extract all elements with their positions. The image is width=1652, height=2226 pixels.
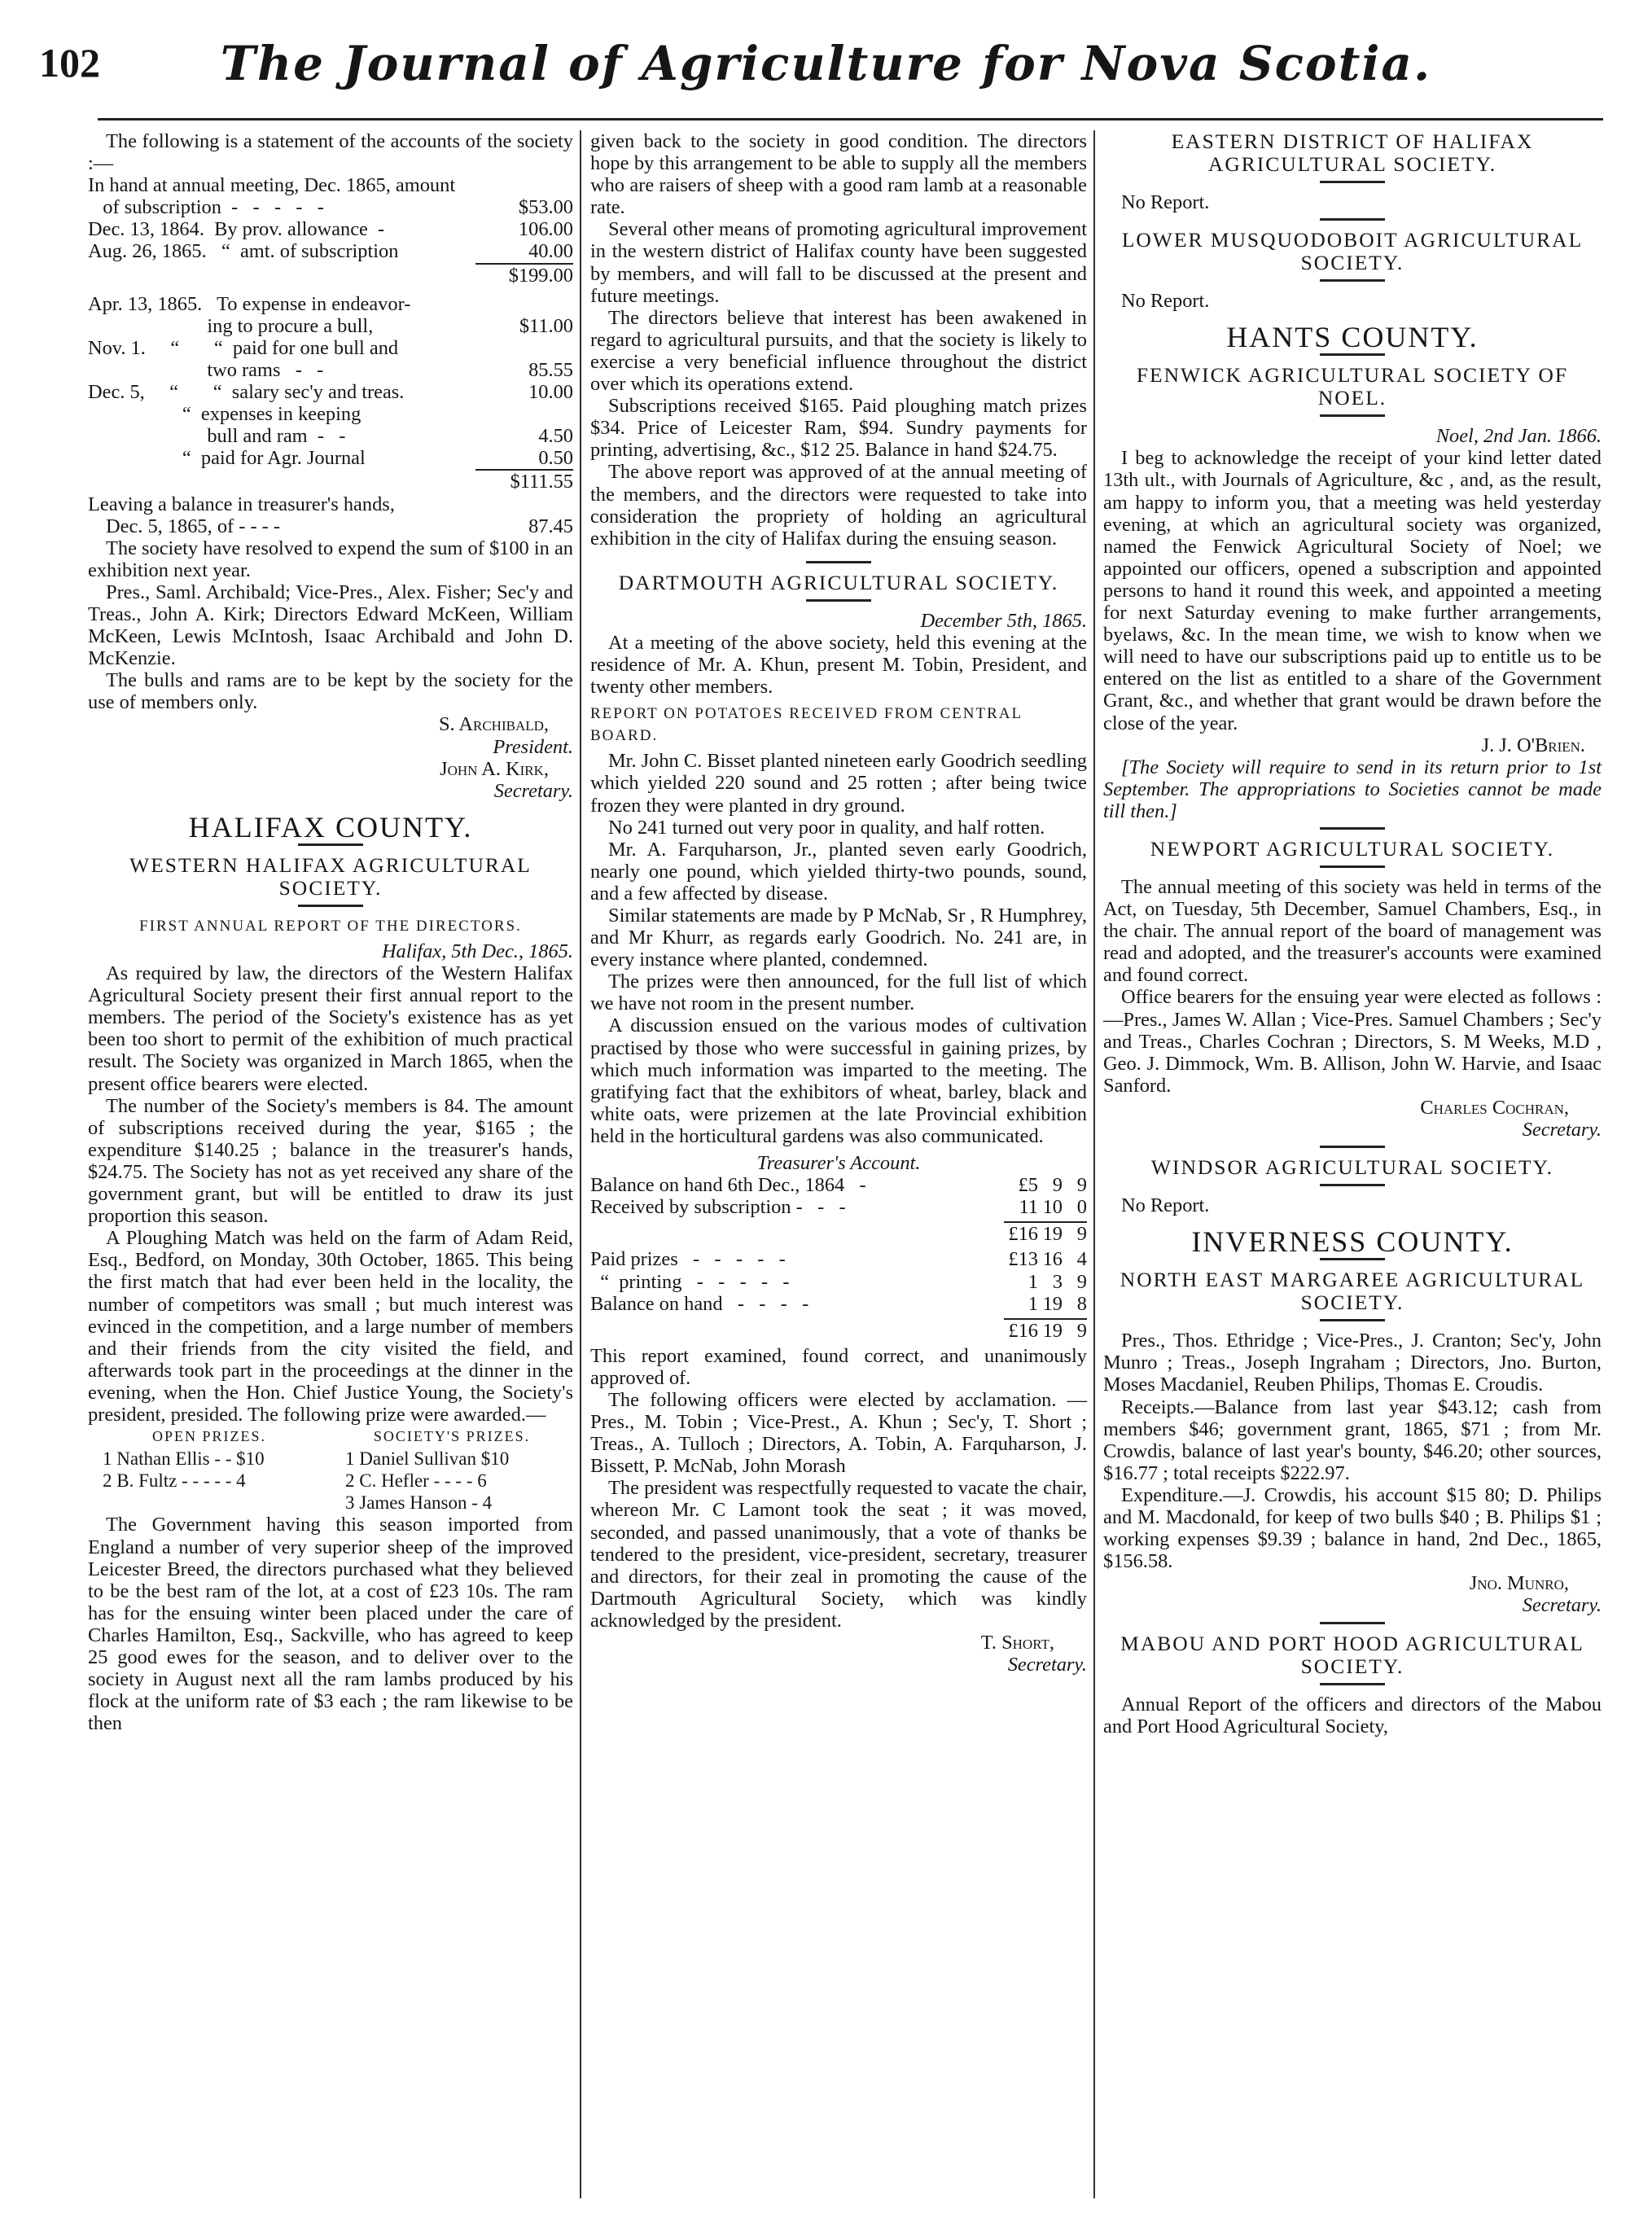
prize-entry: 1 Daniel Sullivan $10: [345, 1448, 510, 1470]
account-pounds: £13: [1008, 1248, 1038, 1271]
signature-title: Secretary.: [1522, 1594, 1602, 1617]
section-rule: [1320, 218, 1385, 221]
paragraph: The following officers were elected by acclamation. — Pres., M. Tobin ; Vice-Prest., A. Khun ; Sec'y, T. Short ; Treas., A. Tulloch ; Directors, A. Tobin, A. Farquharson, J. Bissett, P. McNab, John Morash: [590, 1388, 1087, 1478]
account-description: Balance on hand - - - -: [590, 1292, 809, 1315]
society-heading: LOWER MUSQUODOBOIT AGRICULTURAL SOCIETY.: [1121, 228, 1584, 275]
society-heading: EASTERN DISTRICT OF HALIFAX AGRICULTURAL SOCIETY.: [1171, 129, 1534, 176]
ledger-amount: 0.50: [538, 447, 573, 470]
paragraph: The Government having this season imported from England a number of very superior sheep of the improved Leicester Breed, the directors purchased what they believed to be the best ram of the lot, at a cost of £23 10s. The ram has for the ensuing winter been placed under the care of Charles Hamilton, Esq., Sackville, who has agreed to keep 25 good ewes for the season, and to deliver over to the society in August next all the ram lambs produced by his flock at the uniform rate of $3 each ; the ram likewise to be then: [88, 1514, 573, 1735]
page-number: 102: [39, 40, 100, 85]
column-divider-2: [1093, 130, 1095, 2198]
society-heading: FENWICK AGRICULTURAL SOCIETY OF NOEL.: [1136, 363, 1569, 410]
balance-date: Dec. 5, 1865, of - - - -: [106, 515, 281, 537]
ledger-amount: 106.00: [518, 218, 573, 241]
ledger-row: [88, 337, 573, 359]
account-shillings: 16: [1042, 1248, 1063, 1271]
account-pounds: £5: [1018, 1174, 1038, 1197]
section-rule: [806, 561, 871, 563]
signature-title: Secretary.: [1007, 1654, 1087, 1676]
account-pounds: 11: [1019, 1196, 1038, 1219]
column-2: [590, 130, 1087, 1676]
no-report: No Report.: [1121, 1194, 1210, 1217]
ledger-description: Apr. 13, 1865. To expense in endeavor-: [88, 292, 411, 315]
paragraph: Expenditure.—J. Crowdis, his account $15 80; D. Philips and M. Macdonald, for keep of two bulls $40 ; B. Philips $1 ; working expenses $9.39 ; balance in hand, 2nd Dec., 1865, $156.58.: [1103, 1483, 1602, 1573]
paragraph: Receipts.—Balance from last year $43.12; cash from members $46; government grant, 1865, $71 ; from Mr. Crowdis, balance of last year's bounty, $46.20; other sources, $16.77 ; total receipts $222.97.: [1103, 1396, 1602, 1484]
ledger-description: two rams - -: [88, 358, 324, 381]
account-pounds: £16: [1004, 1319, 1038, 1342]
section-rule: [1320, 1622, 1385, 1624]
section-rule: [1320, 827, 1385, 830]
treasurer-account-total: [590, 1318, 1087, 1342]
report-heading: REPORT ON POTATOES RECEIVED FROM CENTRAL BOARD.: [590, 705, 1023, 745]
section-rule: [1320, 865, 1385, 868]
receipts-total: $199.00: [475, 263, 573, 287]
ledger-row: [88, 359, 573, 381]
county-heading: INVERNESS COUNTY.: [1191, 1225, 1514, 1259]
account-pence: 4: [1076, 1248, 1087, 1271]
ledger-row: [88, 293, 573, 315]
paragraph: I beg to acknowledge the receipt of your kind letter dated 13th ult., with Journals of Agriculture, &c , and, as the result, am happy to inform you, that a meeting was held yesterday evening, at which an agricultural society was organized, named the Fenwick Agricultural Society of Noel; we appointed our officers, opened a subscription and appointed persons to hand it round this week, and appointed a meeting for next Saturday evening to make further arrangements, byelaws, &c. In the mean time, we wish to know when we will need to have our subscriptions paid up to entitle us to be entered on the list as entitled to a share of the Government Grant, &c., and whether that grant would be drawn before the close of the year.: [1103, 447, 1602, 734]
account-shillings: 19: [1038, 1222, 1063, 1245]
paragraph: Annual Report of the officers and directors of the Mabou and Port Hood Agricultural Society,: [1103, 1693, 1602, 1737]
resolution-text: The society have resolved to expend the sum of $100 in an exhibition next year.: [88, 537, 573, 581]
paragraph: The directors believe that interest has been awakened in regard to agricultural pursuits, and that the society is likely to exercise a very beneficial influence throughout the district over which its operations extend.: [590, 306, 1087, 396]
ledger-amount: 10.00: [528, 381, 573, 404]
section-rule: [806, 599, 871, 602]
officers-text: Pres., Saml. Archibald; Vice-Pres., Alex. Fisher; Sec'y and Treas., John A. Kirk; Directors Edward McKeen, William McKeen, Lewis McIntosh, Isaac Archibald and John D. McKenzie.: [88, 581, 573, 670]
prize-row: [88, 1448, 573, 1470]
ledger-description: “ expenses in keeping: [88, 403, 362, 426]
expenses-total: $111.55: [475, 469, 573, 493]
account-description: “ printing - - - - -: [590, 1270, 790, 1293]
ledger-amount: $53.00: [518, 196, 573, 219]
account-row: [590, 1271, 1087, 1293]
ledger-description: Dec. 5, “ “ salary sec'y and treas.: [88, 381, 405, 404]
paragraph: No 241 turned out very poor in quality, and half rotten.: [608, 816, 1045, 839]
section-rule: [298, 844, 363, 846]
account-pence: 9: [1076, 1270, 1087, 1293]
account-pence: 9: [1063, 1319, 1087, 1342]
paragraph: Pres., Thos. Ethridge ; Vice-Pres., J. Cranton; Sec'y, John Munro ; Treas., Joseph Ingraham ; Directors, Jno. Burton, Moses Macdaniel, Reuben Philips, Thomas E. Croudis.: [1103, 1330, 1602, 1396]
society-heading: WINDSOR AGRICULTURAL SOCIETY.: [1150, 1155, 1554, 1180]
ledger-amount: [492, 337, 573, 359]
column-1: [88, 130, 573, 1734]
account-pounds: 1: [1028, 1292, 1038, 1315]
section-rule: [1320, 1146, 1385, 1148]
column-divider-1: [580, 130, 581, 2198]
section-rule: [1320, 181, 1385, 183]
ledger-description: bull and ram - -: [88, 425, 346, 448]
account-pence: 9: [1063, 1222, 1087, 1245]
ledger-description: of subscription - - - - -: [88, 196, 324, 219]
paragraph: The prizes were then announced, for the full list of which we have not room in the present number.: [590, 971, 1087, 1015]
accounts-intro: The following is a statement of the accounts of the society :—: [88, 130, 573, 175]
receipts-ledger: [88, 174, 573, 262]
account-row: [590, 1196, 1087, 1218]
account-row: [590, 1293, 1087, 1315]
prize-entry: [88, 1492, 331, 1514]
dateline: Noel, 2nd Jan. 1866.: [1435, 425, 1602, 448]
prize-entry: 2 B. Fultz - - - - - 4: [103, 1470, 246, 1492]
ledger-description: Nov. 1. “ “ paid for one bull and: [88, 336, 399, 359]
account-shillings: 9: [1052, 1174, 1063, 1197]
ledger-amount: 85.55: [528, 358, 573, 381]
ledger-description: “ paid for Agr. Journal: [88, 447, 366, 470]
ledger-row: [88, 315, 573, 337]
prize-column-header: OPEN PRIZES.: [151, 1428, 266, 1445]
signature-name: John A. Kirk,: [440, 757, 549, 780]
account-pounds: £16: [1004, 1222, 1038, 1245]
paragraph: Subscriptions received $165. Paid ploughing match prizes $34. Price of Leicester Ram, $94. Sundry payments for printing, advertising, &c., $12 25. Balance in hand $24.75.: [590, 395, 1087, 462]
paragraph: given back to the society in good condition. The directors hope by this arrangement to be able to supply all the members who are raisers of sheep with a good ram lamb at a reasonable rate.: [590, 130, 1087, 219]
ledger-row: [88, 425, 573, 447]
ledger-description: In hand at annual meeting, Dec. 1865, amount: [88, 174, 456, 197]
paragraph: A Ploughing Match was held on the farm of Adam Reid, Esq., Bedford, on Monday, 30th October, 1865. This being the first match that had ever been held in the locality, the number of competitors was small ; but much interest was evinced in the competition, and a large number of members and their friends from the city visited the field, and afterwards took part in the proceedings at the dinner in the evening, when the Hon. Chief Justice Young, the Society's president, presided. The following prize were awarded.—: [88, 1227, 573, 1426]
header-rule: [98, 118, 1603, 121]
section-rule: [1320, 1319, 1385, 1321]
report-heading: FIRST ANNUAL REPORT OF THE DIRECTORS.: [139, 917, 522, 935]
treasurer-account-table: [590, 1248, 1087, 1314]
signature-title: President.: [493, 735, 573, 758]
ledger-description: Aug. 26, 1865. “ amt. of subscription: [88, 240, 399, 263]
account-row: [590, 1248, 1087, 1270]
ledger-row: [88, 196, 573, 218]
paragraph: Mr. A. Farquharson, Jr., planted seven early Goodrich, nearly one pound, which yielded thirty-two pounds, sound, and a few affected by disease.: [590, 838, 1087, 905]
paragraph: The annual meeting of this society was held in terms of the Act, on Tuesday, 5th December, Samuel Chambers, Esq., in the chair. The annual report of the board of management was read and adopted, and the treasurer's accounts were examined and found correct.: [1103, 875, 1602, 987]
no-report: No Report.: [1121, 290, 1210, 313]
signature-name: T. Short,: [980, 1632, 1054, 1654]
prize-entry: 2 C. Hefler - - - - 6: [345, 1470, 487, 1492]
no-report: No Report.: [1121, 191, 1210, 213]
section-rule: [1320, 1258, 1385, 1260]
ledger-description: Dec. 13, 1864. By prov. allowance -: [88, 218, 385, 241]
account-description: Balance on hand 6th Dec., 1864 -: [590, 1174, 866, 1197]
section-rule: [298, 905, 363, 907]
prizes-table: [88, 1426, 573, 1514]
signature-name: S. Archibald,: [438, 713, 549, 736]
dateline: Halifax, 5th Dec., 1865.: [381, 940, 573, 962]
account-shillings: 10: [1042, 1196, 1063, 1219]
paragraph: As required by law, the directors of the Western Halifax Agricultural Society present their first annual report to the members. The period of the Society's existence has as yet been too short to permit of the exhibition of much practical result. The Society was organized in March 1865, when the present office bearers were elected.: [88, 962, 573, 1095]
signature-title: Secretary.: [493, 779, 573, 802]
paragraph: Office bearers for the ensuing year were elected as follows :—Pres., James W. Allan ; Vice-Pres. Samuel Chambers ; Sec'y and Treas., Charles Cochran ; Directors, S. M Weeks, M.D , Geo. J. Dimmock, Wm. B. Allison, John W. Harvie, and Isaac Sanford.: [1103, 986, 1602, 1097]
account-row: [590, 1174, 1087, 1196]
account-shillings: 3: [1052, 1270, 1063, 1293]
ledger-row: [88, 381, 573, 403]
paragraph: Similar statements are made by P McNab, Sr , R Humphrey, and Mr Khurr, as regards early Goodrich. No. 241 are, in every instance where planted, condemned.: [590, 905, 1087, 971]
ledger-row: [88, 240, 573, 262]
ledger-row: [88, 403, 573, 425]
ledger-row: [88, 218, 573, 240]
signature-title: Secretary.: [1522, 1119, 1602, 1141]
account-pounds: 1: [1028, 1270, 1038, 1293]
signature-name: J. J. O'Brien.: [1481, 734, 1585, 756]
account-pence: 0: [1076, 1196, 1087, 1219]
county-heading: HANTS COUNTY.: [1226, 321, 1479, 354]
signature-name: Charles Cochran,: [1420, 1096, 1569, 1119]
bulls-note: The bulls and rams are to be kept by the society for the use of members only.: [88, 669, 573, 714]
treasurer-account-total: [590, 1221, 1087, 1245]
balance-line: Leaving a balance in treasurer's hands,: [88, 493, 395, 515]
ledger-amount: 4.50: [538, 425, 573, 448]
section-rule: [1320, 1683, 1385, 1685]
paragraph: Mr. John C. Bisset planted nineteen early Goodrich seedling which yielded 220 sound and 25 rotten ; after being twice frozen they were planted in dry ground.: [590, 750, 1087, 817]
editor-note: [The Society will require to send in its return prior to 1st September. The appropriations to Societies cannot be made till then.]: [1103, 756, 1602, 822]
dateline: December 5th, 1865.: [920, 609, 1087, 632]
society-heading: DARTMOUTH AGRICULTURAL SOCIETY.: [618, 570, 1059, 594]
journal-title: The Journal of Agriculture for Nova Scotia.: [220, 36, 1432, 91]
section-rule: [1320, 353, 1385, 356]
treasurer-heading: Treasurer's Account.: [756, 1152, 921, 1175]
section-rule: [1320, 1184, 1385, 1186]
account-total-row: [590, 1319, 1087, 1342]
ledger-amount: 40.00: [528, 240, 573, 263]
county-heading: HALIFAX COUNTY.: [188, 810, 473, 844]
paragraph: The president was respectfully requested to vacate the chair, whereon Mr. C Lamont took the seat ; it was moved, seconded, and passed unanimously, that a vote of thanks be tendered to the president, vice-president, secretary, treasurer and directors, for their zeal in promoting the cause of the Dartmouth Agricultural Society, which was kindly acknowledged by the president.: [590, 1477, 1087, 1632]
paragraph: Several other means of promoting agricultural improvement in the western district of Halifax county have been suggested by members, and will fall to be discussed at the present and future meetings.: [590, 218, 1087, 307]
section-rule: [1320, 279, 1385, 282]
ledger-amount: [492, 174, 573, 196]
paragraph: At a meeting of the above society, held this evening at the residence of Mr. A. Khun, present M. Tobin, President, and twenty other members.: [590, 631, 1087, 699]
account-description: Paid prizes - - - - -: [590, 1248, 786, 1271]
prize-row: [88, 1492, 573, 1514]
balance-amount: 87.45: [528, 515, 573, 537]
ledger-row: [88, 174, 573, 196]
account-shillings: 19: [1038, 1319, 1063, 1342]
society-heading: NORTH EAST MARGAREE AGRICULTURAL SOCIETY.: [1120, 1268, 1585, 1315]
paragraph: The number of the Society's members is 84. The amount of subscriptions received during the year, $165 ; the expenditure $140.25 ; balance in the treasurer's hands, $24.75. The Society has not as yet received any share of the government grant, but will be entitled to draw its just proportion this season.: [88, 1094, 573, 1228]
ledger-amount: [492, 293, 573, 315]
signature-name: Jno. Munro,: [1469, 1572, 1569, 1595]
account-total-row: [590, 1222, 1087, 1245]
ledger-row: [88, 447, 573, 469]
ledger-amount: $11.00: [519, 314, 573, 337]
society-heading: WESTERN HALIFAX AGRICULTURAL SOCIETY.: [129, 852, 532, 900]
account-shillings: 19: [1042, 1292, 1063, 1315]
ledger-amount: [492, 403, 573, 425]
expenses-ledger: [88, 293, 573, 470]
society-heading: NEWPORT AGRICULTURAL SOCIETY.: [1150, 836, 1555, 861]
prize-column-header: SOCIETY'S PRIZES.: [373, 1428, 531, 1445]
ledger-description: ing to procure a bull,: [88, 314, 374, 337]
paragraph: A discussion ensued on the various modes of cultivation practised by those who were successful in gaining prizes, by which much information was imparted to the meeting. The gratifying fact that the exhibitors of wheat, barley, black and white oats, were prizemen at the late Provincial exhibition held in the horticultural gardens was also communicated.: [590, 1014, 1087, 1147]
paragraph: This report examined, found correct, and unanimously approved of.: [590, 1344, 1087, 1389]
account-pence: 8: [1076, 1292, 1087, 1315]
treasurer-account-table: [590, 1174, 1087, 1218]
prize-entry: 1 Nathan Ellis - - $10: [103, 1448, 265, 1470]
paragraph: The above report was approved of at the annual meeting of the members, and the directors were requested to take into consideration the propriety of holding an agricultural exhibition in the city of Halifax during the ensuing season.: [590, 461, 1087, 550]
section-rule: [1320, 414, 1385, 417]
account-pence: 9: [1076, 1174, 1087, 1197]
prize-row: [88, 1470, 573, 1492]
prize-entry: 3 James Hanson - 4: [345, 1492, 493, 1514]
account-description: Received by subscription - - -: [590, 1196, 846, 1219]
column-3: [1103, 130, 1602, 1737]
society-heading: MABOU AND PORT HOOD AGRICULTURAL SOCIETY.: [1120, 1631, 1584, 1678]
